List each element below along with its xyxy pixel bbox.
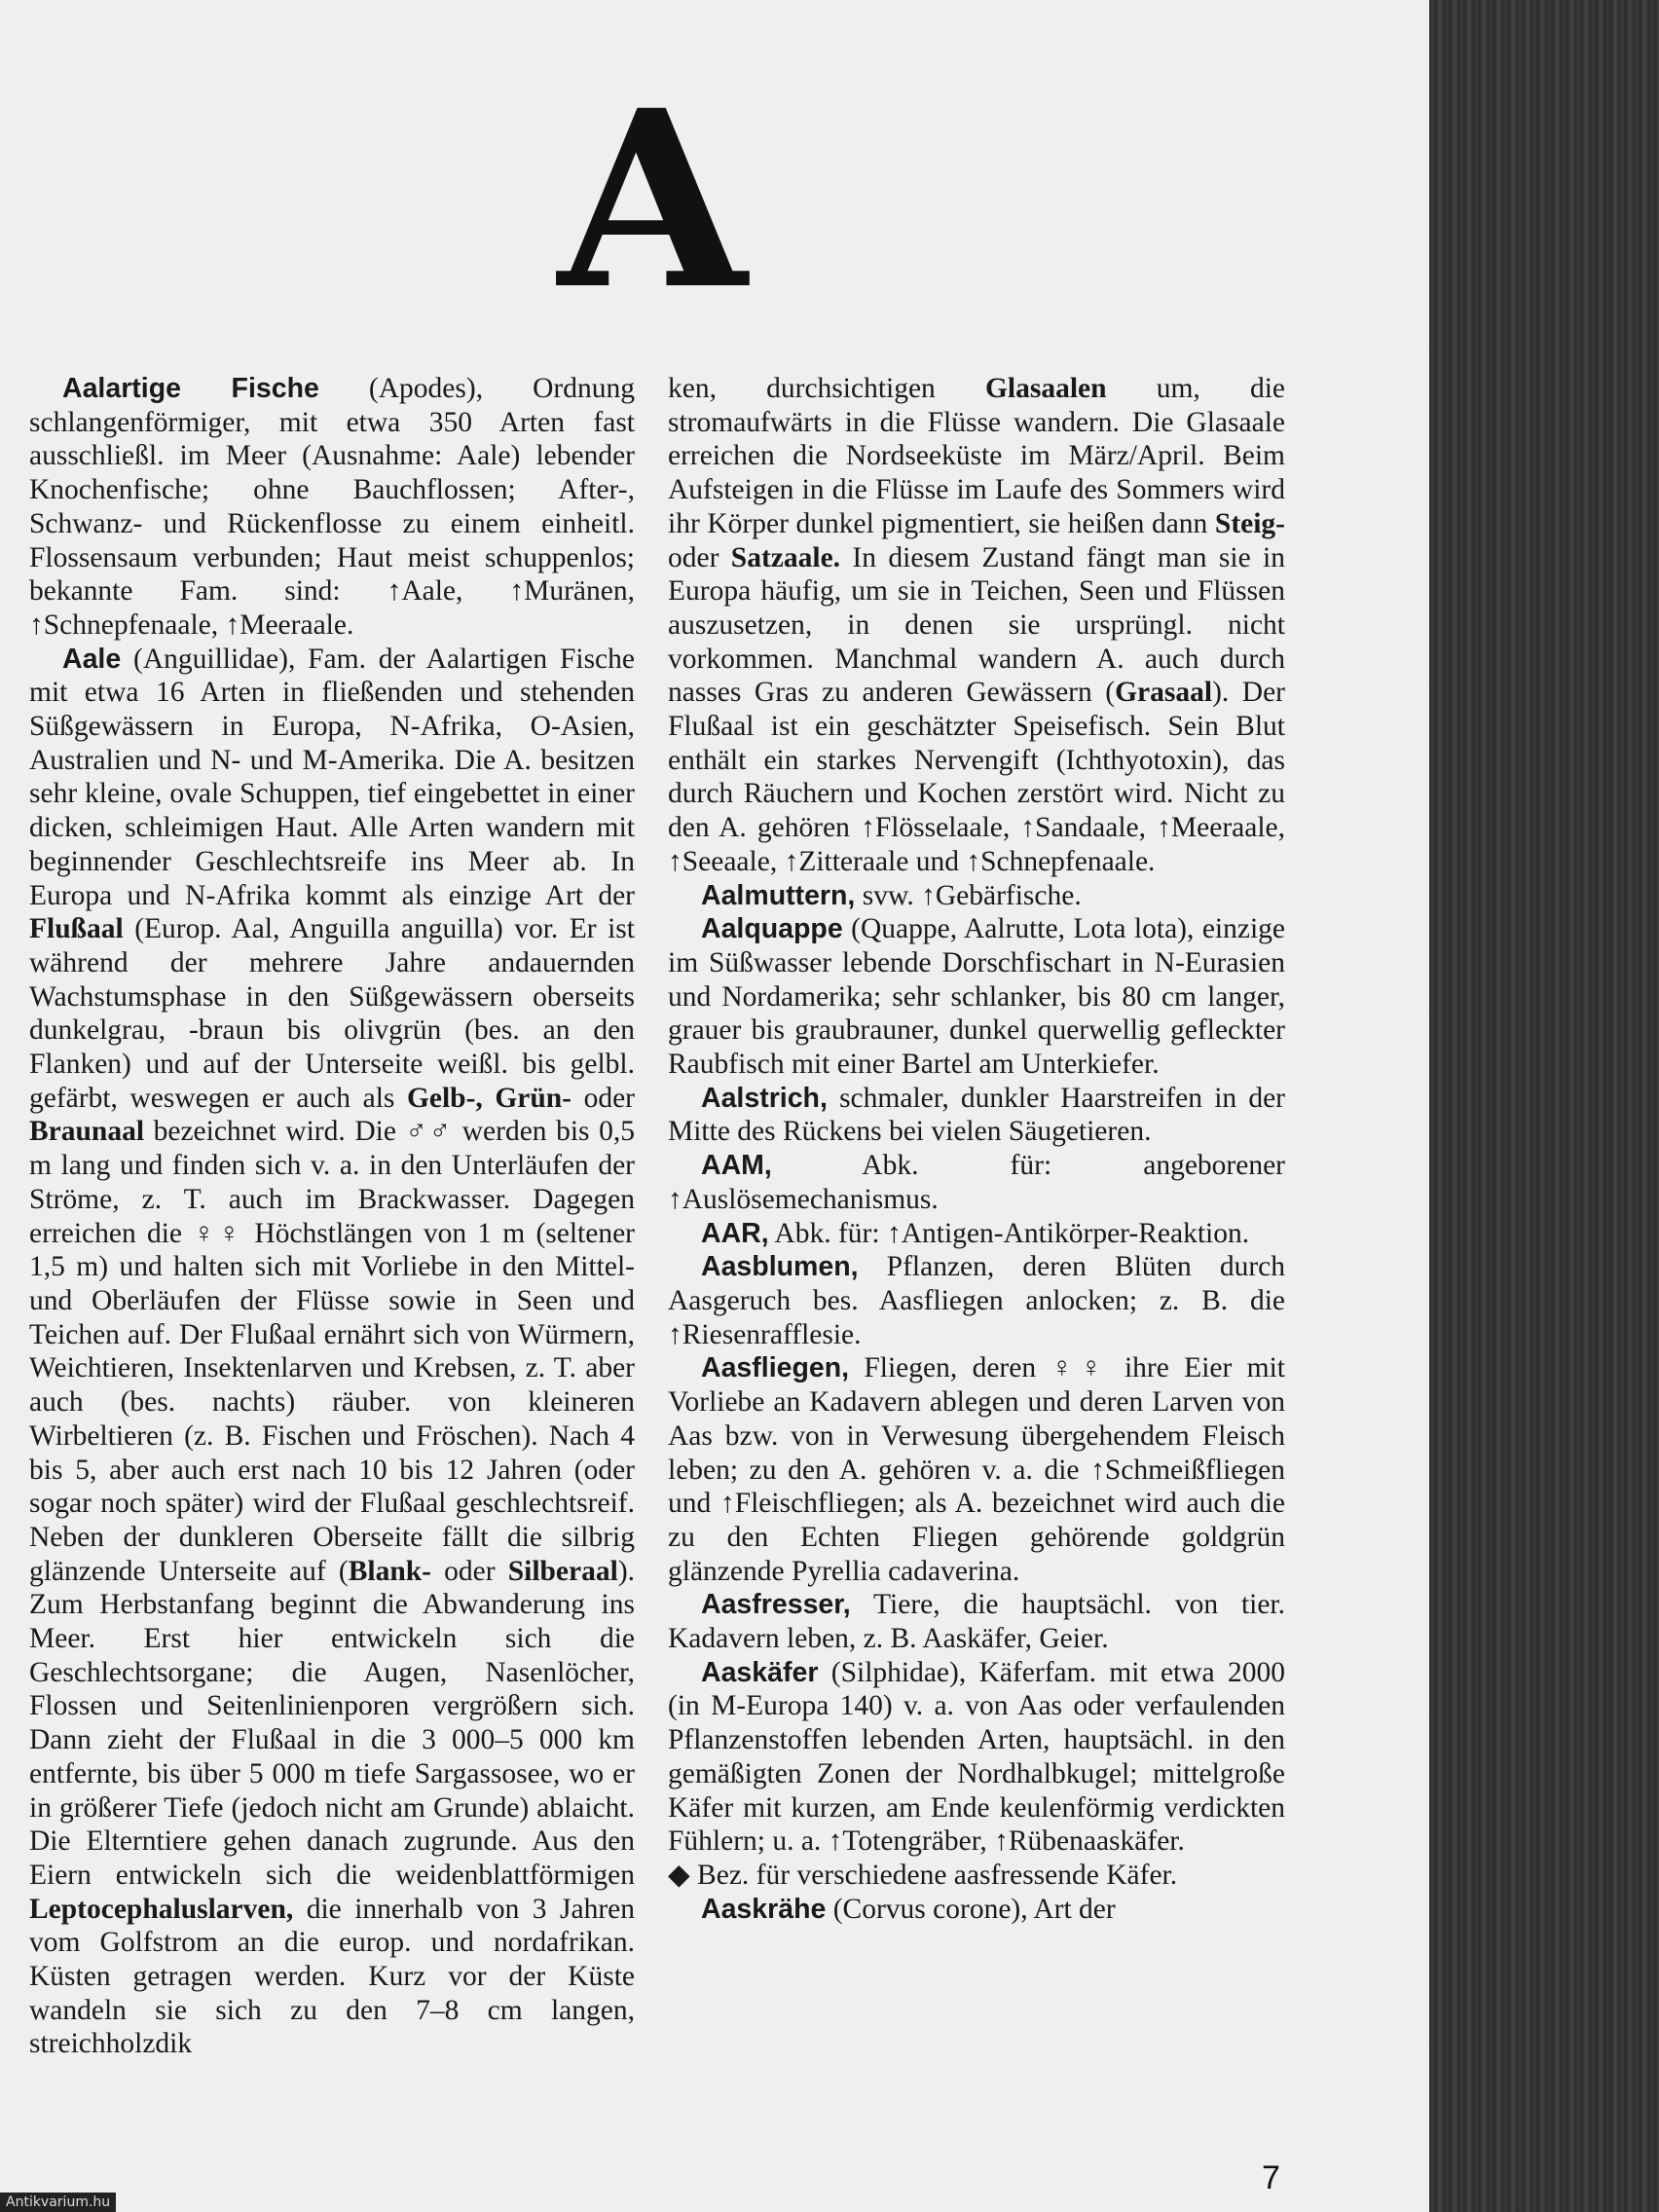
entry-aasblumen	[668, 1250, 1285, 1351]
entry-text: svw. ↑Gebärfische.	[855, 879, 1082, 911]
entry-aasfliegen	[668, 1351, 1285, 1588]
entry-aalstrich	[668, 1082, 1285, 1149]
entry-text: oder	[668, 541, 731, 573]
bold-term: Steig-	[1214, 507, 1285, 539]
entry-text: Abk. für: ↑Antigen-Antikörper-Reaktion.	[768, 1217, 1250, 1249]
headword: Aale	[62, 643, 122, 675]
entry-text: Tiere, die hauptsächl. von tier. Kadavern leben, z. B. Aaskäfer, Geier.	[668, 1589, 1285, 1655]
left-column	[29, 372, 635, 2061]
bold-term: Silberaal	[507, 1555, 618, 1587]
entry-text: schmaler, dunkler Haarstreifen in der Mitte des Rückens bei vielen Säugetieren.	[668, 1082, 1285, 1148]
headword: Aalmuttern,	[701, 879, 856, 911]
entry-aale-continued	[668, 372, 1285, 879]
entry-text: (Anguillidae), Fam. der Aalartigen Fische mit etwa 16 Arten in fließenden und stehenden Süßgewässern in Europa, N-Afrika, O-Asien, Australien und N- und M-Amerika. Die A. besitzen sehr kleine, ovale Schuppen, tief eingebettet in einer dicken, schleimigen Haut. Alle Arten wandern mit beginnender Geschlechtsreife ins Meer ab. In Europa und N-Afrika kommt als einzige Art der	[29, 643, 635, 911]
entry-text: In diesem Zustand fängt man sie in Europa häufig, um sie in Teichen, Seen und Flüssen auszusetzen, in denen sie ursprüngl. nicht vorkommen. Manchmal wandern A. auch durch nasses Gras zu anderen Gewässern (	[668, 541, 1285, 709]
headword: Aalstrich,	[701, 1082, 828, 1114]
headword: Aasfliegen,	[701, 1352, 850, 1384]
entry-aalmuttern	[668, 879, 1285, 913]
bold-term: Glasaalen	[984, 373, 1107, 404]
entry-aam	[668, 1149, 1285, 1216]
entry-text: (Quappe, Aalrutte, Lota lota), einzige im Süßwasser lebende Dorschfischart in N-Eurasien und Nordamerika; sehr schlanker, bis 80 cm langer, grauer bis graubrauner, dunkel querwellig gefleckter Raubfisch mit einer Bartel am Unterkiefer.	[668, 913, 1285, 1081]
entry-text: Pflanzen, deren Blüten durch Aasgeruch bes. Aasfliegen anlocken; z. B. die ↑Riesenrafflesie.	[668, 1251, 1285, 1350]
entry-aaskaefer	[668, 1656, 1285, 1859]
section-letter: A	[558, 56, 747, 343]
entry-aalartige-fische	[29, 372, 635, 643]
bold-term: Braunaal	[29, 1116, 145, 1148]
entry-text: Abk. für: angeborener ↑Auslösemechanismus.	[668, 1150, 1285, 1215]
entry-text: (Europ. Aal, Anguilla anguilla) vor. Er ist während der mehrere Jahre andauernden Wachstumsphase in den Süßgewässern oberseits dunkelgrau, -braun bis olivgrün (bes. an den Flanken) und auf der Unterseite weißl. bis gelbl. gefärbt, weswegen er auch als	[29, 913, 635, 1114]
headword: Aalartige Fische	[62, 373, 319, 404]
entry-text: ken, durchsichtigen	[668, 373, 985, 404]
entry-aaskaefer-note: ◆ Bez. für verschiedene aasfressende Käfer.	[668, 1859, 1178, 1891]
page-number: 7	[1262, 2159, 1280, 2196]
entry-aasfresser	[668, 1588, 1285, 1655]
entry-text: (Silphidae), Käferfam. mit etwa 2000 (in M-Europa 140) v. a. von Aas oder verfaulenden Pflanzenstoffen lebenden Arten, hauptsächl. in den gemäßigten Zonen der Nordhalbkugel; mittelgroße Käfer mit kurzen, am Ende keulenförmig verdickten Fühlern; u. a. ↑Totengräber, ↑Rübenaaskäfer.	[668, 1656, 1285, 1858]
entry-text: ). Zum Herbstanfang beginnt die Abwanderung ins Meer. Erst hier entwickeln sich die Geschlechtsorgane; die Augen, Nasenlöcher, Flossen und Seitenlinienporen vergrößern sich. Dann zieht der Flußaal in die 3 000–5 000 km entfernte, bis über 5 000 m tiefe Sargassosee, wo er in größerer Tiefe (jedoch nicht am Grunde) ablaicht. Die Elterntiere gehen danach zugrunde. Aus den Eiern entwickeln sich die weidenblattförmigen	[29, 1555, 636, 1891]
entry-text: (Apodes), Ordnung schlangenförmiger, mit etwa 350 Arten fast ausschließl. im Meer (Ausnahme: Aale) lebender Knochenfische; ohne Bauchflossen; After-, Schwanz- und Rückenflosse zu einem einheitl. Flossensaum verbunden; Haut meist schuppenlos; bekannte Fam. sind: ↑Aale, ↑Muränen, ↑Schnepfenaale, ↑Meeraale.	[29, 373, 636, 641]
headword: Aasblumen,	[701, 1251, 859, 1283]
bold-term: Grasaal	[1115, 677, 1213, 709]
right-column	[668, 372, 1285, 1926]
entry-text: oder	[571, 1082, 635, 1114]
entry-text: bezeichnet wird. Die ♂♂ werden bis 0,5 m lang und finden sich v. a. in den Unterläufen der Ströme, z. T. auch im Brackwasser. Dagegen erreichen die ♀♀ Höchstlängen von 1 m (seltener 1,5 m) und halten sich mit Vorliebe in den Mittel- und Oberläufen der Flüsse sowie in Seen und Teichen auf. Der Flußaal ernährt sich von Würmern, Weichtieren, Insektenlarven und Krebsen, z. T. aber auch (bes. nachts) räuber. von kleineren Wirbeltieren (z. B. Fischen und Fröschen). Nach 4 bis 5, aber auch erst nach 10 bis 12 Jahren (oder sogar noch später) wird der Flußaal geschlechtsreif. Neben der dunkleren Oberseite fällt die silbrig glänzende Unterseite auf (	[29, 1116, 635, 1587]
entry-text: um, die stromaufwärts in die Flüsse wandern. Die Glasaale erreichen die Nordseeküste im März/April. Beim Aufsteigen in die Flüsse im Laufe des Sommers wird ihr Körper dunkel pigmentiert, sie heißen dann	[668, 373, 1285, 539]
book-spine-shadow	[1429, 0, 1659, 2212]
entry-text: (Corvus corone), Art der	[826, 1893, 1116, 1925]
watermark-logo: Antikvarium.hu	[0, 2193, 116, 2212]
headword: Aaskrähe	[701, 1893, 827, 1925]
headword: AAR,	[701, 1217, 769, 1249]
bold-term: Satzaale.	[730, 541, 841, 573]
headword: AAM,	[701, 1150, 772, 1182]
headword: Aasfresser,	[701, 1589, 851, 1621]
bold-term: Gelb-, Grün-	[406, 1082, 572, 1114]
entry-aale	[29, 643, 635, 2062]
headword: Aaskäfer	[701, 1656, 819, 1688]
bold-term: Blank-	[348, 1555, 431, 1587]
entry-text: Fliegen, deren ♀♀ ihre Eier mit Vorliebe an Kadavern ablegen und deren Larven von Aas bzw. von in Verwesung übergehendem Fleisch leben; zu den A. gehören v. a. die ↑Schmeißfliegen und ↑Fleischfliegen; als A. bezeichnet wird auch die zu den Echten Fliegen gehörende goldgrün glänzende Pyrellia cadaverina.	[668, 1352, 1285, 1587]
entry-aaskraehe	[668, 1893, 1285, 1927]
entry-aalquappe	[668, 912, 1285, 1082]
bold-term: Flußaal	[29, 913, 124, 945]
entry-text: die innerhalb von 3 Jahren vom Golfstrom an die europ. und nordafrikan. Küsten getragen werden. Kurz vor der Küste wandeln sie sich zu den 7–8 cm langen, streichholzdik	[29, 1893, 635, 2060]
bold-term: Leptocephaluslarven,	[29, 1893, 294, 1925]
entry-text: ). Der Flußaal ist ein geschätzter Speisefisch. Sein Blut enthält ein starkes Nervengift (Ichthyotoxin), das durch Räuchern und Kochen zerstört wird. Nicht zu den A. gehören ↑Flösselaale, ↑Sandaale, ↑Meeraale, ↑Seeaale, ↑Zitteraale und ↑Schnepfenaale.	[668, 677, 1285, 877]
headword: Aalquappe	[701, 913, 843, 945]
entry-aar	[668, 1217, 1285, 1251]
entry-text: oder	[431, 1555, 508, 1587]
